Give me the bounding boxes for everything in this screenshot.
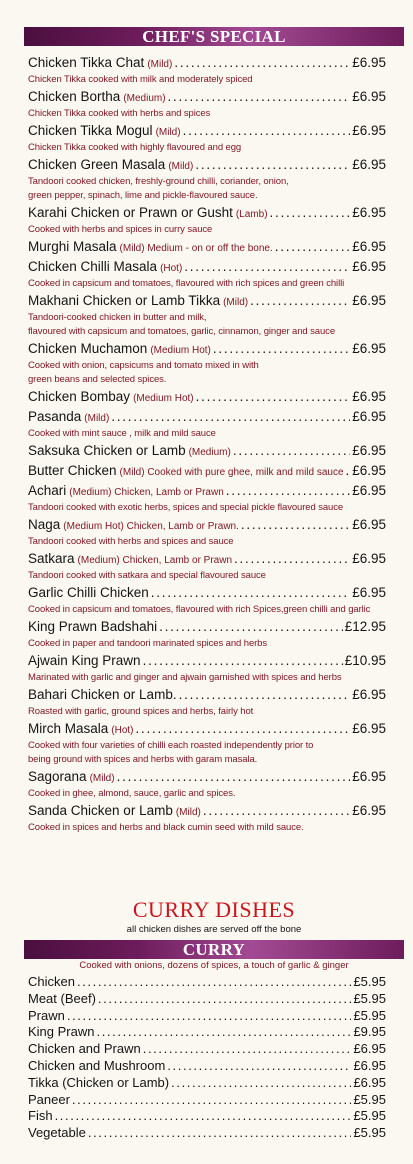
dish-name: Achari <box>28 483 67 498</box>
menu-item-row <box>28 991 386 1008</box>
dish-price: £5.95 <box>353 1125 386 1141</box>
dish-description: Roasted with garlic, ground spices and herbs, fairly hot <box>28 706 254 717</box>
dot-leader <box>117 767 351 787</box>
dish-description: Cooked with onion, capsicums and tomato mixed in with green beans and selected spices. <box>28 360 259 385</box>
dish-name: Makhani Chicken or Lamb Tikka <box>28 293 221 308</box>
dot-leader <box>167 1058 351 1075</box>
dish-description: Tandoori cooked with exotic herbs, spices and special pickle flavoured sauce <box>28 502 344 513</box>
dish-spice-note: (Medium) <box>123 93 166 104</box>
menu-item-row <box>28 155 386 175</box>
menu-item <box>28 617 386 651</box>
dot-leader <box>226 481 350 501</box>
dish-description: Cooked in capsicum and tomatoes, flavoured with rich spices and green chilli <box>28 278 345 289</box>
menu-item <box>28 407 386 441</box>
menu-item <box>28 991 386 1008</box>
menu-item-row <box>28 1075 386 1092</box>
dish-description: Cooked in paper and tandoori marinated spices and herbs <box>28 638 268 649</box>
dish-spice-note: (Medium) Chicken, Lamb or Prawn <box>69 487 224 498</box>
dish-price: £6.95 <box>353 1057 386 1073</box>
dot-leader <box>184 257 350 277</box>
dish-price: £6.95 <box>352 551 386 566</box>
dish-spice-note: (Hot) <box>160 263 183 274</box>
menu-item <box>28 801 386 835</box>
dot-leader <box>159 617 343 637</box>
menu-item-row <box>28 767 386 787</box>
menu-item <box>28 291 386 339</box>
menu-item-row <box>28 121 386 141</box>
menu-item <box>28 155 386 203</box>
dot-leader <box>233 441 350 461</box>
dish-name: Bahari Chicken or Lamb. <box>28 687 177 702</box>
curry-description: Cooked with onions, dozens of spices, a touch of garlic & ginger <box>79 960 349 971</box>
dish-spice-note: (Mild) <box>89 773 115 784</box>
dish-price: £6.95 <box>352 89 386 104</box>
menu-item-row <box>28 651 386 671</box>
menu-item <box>28 1024 386 1041</box>
dish-price: £6.95 <box>352 205 386 220</box>
dish-name: King Prawn <box>28 1024 95 1040</box>
menu-item-row <box>28 515 386 535</box>
dish-name: Chicken Bortha <box>28 89 121 104</box>
dish-description: Tandoori cooked chicken, freshly-ground chilli, coriander, onion, green pepper, spinach, lime and pickle-flavoured sauce. <box>28 176 289 201</box>
menu-item <box>28 685 386 719</box>
menu-item-row <box>28 685 386 705</box>
menu-item-row <box>28 1024 386 1041</box>
dish-description: Cooked with four varieties of chilli each roasted independently prior to being ground with spices and herbs with garam masala. <box>28 740 314 765</box>
dot-leader <box>195 155 350 175</box>
menu-item-row <box>28 291 386 311</box>
dish-price: £9.95 <box>353 1024 386 1040</box>
menu-item-row <box>28 974 386 991</box>
dish-name: Chicken Chilli Masala <box>28 259 158 274</box>
dish-spice-note: (Mild) Cooked with pure ghee, milk and mild sauce <box>119 467 344 478</box>
dish-price: £6.95 <box>352 157 386 172</box>
menu-item <box>28 53 386 87</box>
dish-price: £5.95 <box>353 1007 386 1023</box>
menu-item-row <box>28 203 386 223</box>
dish-name: Chicken Tikka Chat <box>28 55 145 70</box>
dish-price: £6.95 <box>352 341 386 356</box>
menu-item-row <box>28 1041 386 1058</box>
dot-leader <box>55 1108 352 1125</box>
menu-item <box>28 257 386 291</box>
menu-item <box>28 549 386 583</box>
dish-price: £10.95 <box>344 653 386 668</box>
dish-price: £6.95 <box>352 463 386 478</box>
menu-item-row <box>28 583 386 603</box>
dish-spice-note: (Medium) Chicken, Lamb or Prawn <box>77 555 233 566</box>
dish-description: Cooked in spices and herbs and black cumin seed with mild sauce. <box>28 822 304 833</box>
curry-list <box>28 974 386 1142</box>
dish-spice-note: (Mild) Medium - on or off the bone. <box>119 243 273 254</box>
dot-leader <box>213 339 350 359</box>
dish-name: Chicken Tikka Mogul <box>28 123 153 138</box>
dish-price: £5.95 <box>353 974 386 989</box>
dish-name: Murghi Masala <box>28 239 117 254</box>
menu-item <box>28 1075 386 1092</box>
dot-leader <box>196 387 351 407</box>
dish-description: Marinated with garlic and ginger and ajwain garnished with spices and herbs <box>28 672 342 683</box>
dot-leader <box>241 515 350 535</box>
menu-item-row <box>28 407 386 427</box>
dish-price: £5.95 <box>353 990 386 1006</box>
dish-spice-note: (Mild) <box>223 297 249 308</box>
menu-item-row <box>28 461 386 481</box>
dish-spice-note: (Medium Hot) <box>150 345 211 356</box>
dish-price: £12.95 <box>344 619 386 634</box>
dot-leader <box>98 991 352 1008</box>
dish-price: £6.95 <box>352 239 386 254</box>
dot-leader <box>96 1024 351 1041</box>
dish-spice-note: (Medium Hot) <box>133 393 194 404</box>
dish-price: £6.95 <box>352 293 386 308</box>
dish-description: Cooked with mint sauce , milk and mild sauce <box>28 428 216 439</box>
dish-spice-note: (Mild) <box>168 161 194 172</box>
menu-item <box>28 339 386 387</box>
dot-leader <box>346 461 351 481</box>
dot-leader <box>136 719 351 739</box>
dish-price: £6.95 <box>352 55 386 70</box>
curry-dishes-title: CURRY DISHES <box>132 897 296 922</box>
dish-price: £6.95 <box>352 517 386 532</box>
menu-item-row <box>28 87 386 107</box>
dot-leader <box>203 801 350 821</box>
menu-item-row <box>28 617 386 637</box>
dish-name: Fish <box>28 1108 53 1124</box>
menu-item-row <box>28 237 386 257</box>
dish-spice-note: (Medium) <box>188 447 231 458</box>
menu-item <box>28 1058 386 1075</box>
dot-leader <box>67 1008 352 1025</box>
dish-name: Meat (Beef) <box>28 990 96 1006</box>
menu-item-row <box>28 387 386 407</box>
menu-item-row <box>28 719 386 739</box>
dish-price: £6.95 <box>352 123 386 138</box>
menu-item <box>28 1092 386 1109</box>
dot-leader <box>234 549 350 569</box>
dish-price: £6.95 <box>352 687 386 702</box>
dish-description: Tandoori-cooked chicken in butter and milk, flavoured with capsicum and tomatoes, garlic, cinnamon, ginger and sauce <box>28 312 336 337</box>
dot-leader <box>151 583 350 603</box>
dish-name: Garlic Chilli Chicken <box>28 585 149 600</box>
menu-item <box>28 974 386 991</box>
menu-item-row <box>28 1092 386 1109</box>
menu-item <box>28 515 386 549</box>
chefs-special-heading: CHEF'S SPECIAL <box>24 27 404 46</box>
dish-spice-note: (Lamb) <box>235 209 268 220</box>
menu-item-row <box>28 53 386 73</box>
menu-item <box>28 583 386 617</box>
dish-name: Paneer <box>28 1091 70 1107</box>
dot-leader <box>111 407 350 427</box>
dish-name: Butter Chicken <box>28 463 117 478</box>
dot-leader <box>275 237 350 257</box>
menu-item-row <box>28 1125 386 1142</box>
dish-description: Tandoori cooked with satkara and special flavoured sauce <box>28 570 266 581</box>
menu-item-row <box>28 481 386 501</box>
dish-price: £6.95 <box>353 1074 386 1090</box>
dish-name: Chicken and Prawn <box>28 1041 141 1057</box>
dot-leader <box>77 974 351 991</box>
dot-leader <box>143 1041 352 1058</box>
dish-price: £6.95 <box>352 803 386 818</box>
dish-price: £6.95 <box>352 483 386 498</box>
dish-description: Cooked in ghee, almond, sauce, garlic and spices. <box>28 788 236 799</box>
menu-item <box>28 237 386 257</box>
dish-spice-note: (Medium Hot) Chicken, Lamb or Prawn. <box>63 521 239 532</box>
dot-leader <box>183 121 351 141</box>
dish-name: Chicken Green Masala <box>28 157 166 172</box>
dish-spice-note: (Mild) <box>155 127 181 138</box>
dish-price: £6.95 <box>352 721 386 736</box>
dish-name: Prawn <box>28 1007 65 1023</box>
menu-item <box>28 87 386 121</box>
menu-item-row <box>28 1058 386 1075</box>
dish-price: £5.95 <box>353 1108 386 1124</box>
dish-description: Tandoori cooked with herbs and spices and sauce <box>28 536 234 547</box>
dish-spice-note: (Hot) <box>111 725 134 736</box>
dish-name: Saksuka Chicken or Lamb <box>28 443 186 458</box>
dish-description: Chicken Tikka cooked with highly flavoured and egg <box>28 142 242 153</box>
menu-item <box>28 387 386 407</box>
dish-description: Cooked with herbs and spices in curry sauce <box>28 224 213 235</box>
menu-item <box>28 441 386 461</box>
menu-item <box>28 203 386 237</box>
dot-leader <box>174 53 350 73</box>
dish-name: Pasanda <box>28 409 82 424</box>
dish-spice-note: (Mild) <box>84 413 110 424</box>
menu-item <box>28 719 386 767</box>
dish-price: £6.95 <box>352 585 386 600</box>
dot-leader <box>168 87 351 107</box>
curry-dishes-subtitle: all chicken dishes are served off the bone <box>126 924 302 935</box>
dish-name: Sanda Chicken or Lamb <box>28 803 173 818</box>
dish-name: Sagorana <box>28 769 87 784</box>
menu-item <box>28 1008 386 1025</box>
dish-price: £6.95 <box>352 769 386 784</box>
dot-leader <box>270 203 351 223</box>
dish-description: Chicken Tikka cooked with herbs and spices <box>28 108 211 119</box>
dish-name: Chicken Bombay <box>28 389 131 404</box>
menu-item <box>28 121 386 155</box>
dish-price: £6.95 <box>352 443 386 458</box>
menu-item <box>28 1108 386 1125</box>
menu-item <box>28 461 386 481</box>
dish-name: Vegetable <box>28 1125 86 1141</box>
menu-item-row <box>28 801 386 821</box>
dish-name: Chicken and Mushroom <box>28 1057 166 1073</box>
dish-name: Tikka (Chicken or Lamb) <box>28 1074 170 1090</box>
dish-description: Chicken Tikka cooked with milk and moderately spiced <box>28 74 253 85</box>
dish-name: Chicken Muchamon <box>28 341 148 356</box>
dish-description: Cooked in capsicum and tomatoes, flavoured with rich Spices,green chilli and garlic <box>28 604 371 615</box>
curry-heading: CURRY <box>24 940 404 959</box>
dot-leader <box>88 1125 352 1142</box>
dish-price: £6.95 <box>352 259 386 274</box>
dish-price: £6.95 <box>352 389 386 404</box>
menu-item-row <box>28 257 386 277</box>
dish-name: Chicken <box>28 974 75 989</box>
menu-item <box>28 481 386 515</box>
dot-leader <box>171 1075 351 1092</box>
dish-price: £5.95 <box>353 1091 386 1107</box>
dot-leader <box>250 291 350 311</box>
menu-item <box>28 767 386 801</box>
dish-price: £6.95 <box>352 409 386 424</box>
menu-item-row <box>28 339 386 359</box>
dish-name: Satkara <box>28 551 75 566</box>
dot-leader <box>72 1092 352 1109</box>
menu-item <box>28 651 386 685</box>
menu-item-row <box>28 1108 386 1125</box>
dot-leader <box>143 651 343 671</box>
dish-name: Karahi Chicken or Prawn or Gusht <box>28 205 233 220</box>
menu-item <box>28 1041 386 1058</box>
chefs-special-list <box>28 53 386 835</box>
menu-item-row <box>28 1008 386 1025</box>
menu-item-row <box>28 549 386 569</box>
dish-name: Mirch Masala <box>28 721 109 736</box>
menu-item <box>28 1125 386 1142</box>
dish-price: £6.95 <box>353 1041 386 1057</box>
dish-spice-note: (Mild) <box>175 807 201 818</box>
dish-name: King Prawn Badshahi <box>28 619 158 634</box>
dish-name: Ajwain King Prawn <box>28 653 141 668</box>
dish-spice-note: (Mild) <box>147 59 173 70</box>
dish-name: Naga <box>28 517 61 532</box>
menu-item-row <box>28 441 386 461</box>
dot-leader <box>179 685 351 705</box>
